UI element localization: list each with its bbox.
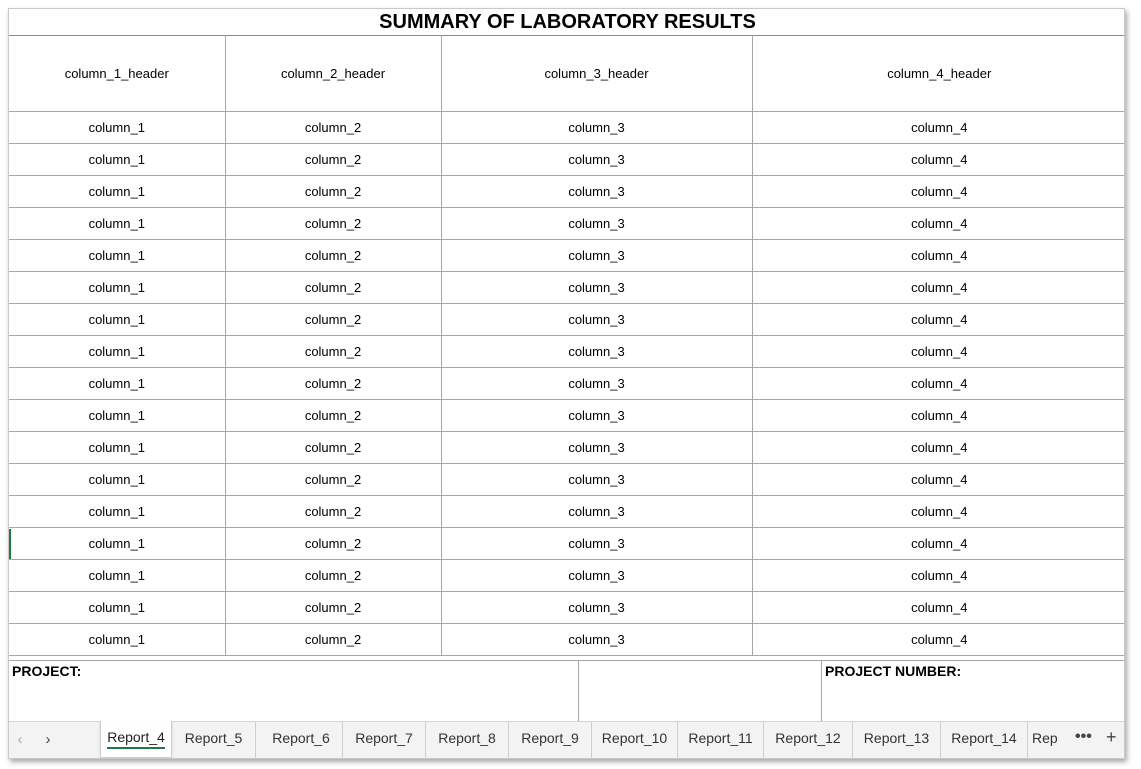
- table-cell[interactable]: column_3: [441, 464, 752, 496]
- table-row: [9, 208, 1125, 240]
- table-cell[interactable]: column_3: [441, 624, 752, 656]
- column-header[interactable]: column_3_header: [441, 36, 752, 112]
- table-cell[interactable]: column_4: [752, 176, 1125, 208]
- table-cell[interactable]: column_1: [9, 592, 225, 624]
- sheet-tab[interactable]: [853, 722, 941, 758]
- table-cell[interactable]: column_2: [225, 528, 441, 560]
- table-row: [9, 240, 1125, 272]
- table-cell[interactable]: column_2: [225, 400, 441, 432]
- sheet-tab-label: Rep: [1032, 730, 1058, 746]
- table-cell[interactable]: column_4: [752, 528, 1125, 560]
- table-cell[interactable]: column_4: [752, 304, 1125, 336]
- table-cell[interactable]: column_2: [225, 240, 441, 272]
- sheet-tab[interactable]: [1028, 722, 1068, 758]
- table-row: [9, 144, 1125, 176]
- table-cell[interactable]: column_4: [752, 464, 1125, 496]
- table-cell[interactable]: column_1: [9, 432, 225, 464]
- table-row: [9, 496, 1125, 528]
- table-cell[interactable]: column_2: [225, 272, 441, 304]
- project-number-label: PROJECT NUMBER:: [825, 663, 962, 679]
- table-cell[interactable]: column_2: [225, 496, 441, 528]
- report-title: SUMMARY OF LABORATORY RESULTS: [379, 11, 756, 33]
- table-row: [9, 624, 1125, 656]
- table-cell[interactable]: column_3: [441, 112, 752, 144]
- project-number-cell[interactable]: [822, 661, 1125, 722]
- table-row: [9, 464, 1125, 496]
- sheet-tab-label: Report_4: [107, 729, 165, 749]
- table-cell[interactable]: column_3: [441, 240, 752, 272]
- table-row: [9, 592, 1125, 624]
- results-table: [9, 35, 1125, 656]
- table-cell[interactable]: column_1: [9, 560, 225, 592]
- table-cell[interactable]: column_2: [225, 368, 441, 400]
- table-cell[interactable]: column_3: [441, 432, 752, 464]
- table-row: [9, 432, 1125, 464]
- table-cell[interactable]: column_2: [225, 336, 441, 368]
- project-cell[interactable]: [9, 661, 579, 722]
- table-cell[interactable]: column_3: [441, 176, 752, 208]
- table-cell[interactable]: column_4: [752, 368, 1125, 400]
- sheet-tab[interactable]: [678, 722, 764, 758]
- table-cell[interactable]: column_1: [9, 144, 225, 176]
- column-header[interactable]: column_4_header: [752, 36, 1125, 112]
- table-cell[interactable]: column_2: [225, 464, 441, 496]
- project-info: [9, 660, 1125, 722]
- header-row: [9, 36, 1125, 112]
- table-cell[interactable]: column_1: [9, 464, 225, 496]
- table-cell[interactable]: column_1: [9, 496, 225, 528]
- table-row: [9, 112, 1125, 144]
- table-cell[interactable]: column_2: [225, 144, 441, 176]
- table-cell[interactable]: column_4: [752, 432, 1125, 464]
- table-row: [9, 560, 1125, 592]
- sheet-tab[interactable]: [941, 722, 1028, 758]
- table-row: [9, 336, 1125, 368]
- table-cell[interactable]: column_1: [9, 624, 225, 656]
- table-cell[interactable]: column_4: [752, 496, 1125, 528]
- table-cell[interactable]: column_4: [752, 144, 1125, 176]
- table-cell[interactable]: column_2: [225, 624, 441, 656]
- project-label: PROJECT:: [12, 663, 82, 679]
- table-cell[interactable]: column_4: [752, 592, 1125, 624]
- table-cell[interactable]: column_1: [9, 272, 225, 304]
- table-cell[interactable]: column_4: [752, 272, 1125, 304]
- table-cell[interactable]: column_1: [9, 240, 225, 272]
- sheet-tab[interactable]: [764, 722, 853, 758]
- sheet-tab[interactable]: [426, 722, 509, 758]
- table-cell[interactable]: column_1: [9, 336, 225, 368]
- spreadsheet-window: [8, 8, 1125, 759]
- table-cell[interactable]: column_3: [441, 496, 752, 528]
- sheet-tab-label: Report_7: [355, 730, 413, 746]
- table-cell[interactable]: column_2: [225, 176, 441, 208]
- table-cell[interactable]: column_3: [441, 272, 752, 304]
- table-cell[interactable]: column_3: [441, 560, 752, 592]
- sheet-tab[interactable]: [172, 722, 256, 758]
- sheet-tab[interactable]: [592, 722, 678, 758]
- table-cell[interactable]: column_3: [441, 400, 752, 432]
- table-cell[interactable]: column_3: [441, 336, 752, 368]
- sheet-tab-label: Report_11: [688, 730, 753, 746]
- sheet-tab-label: Report_12: [775, 730, 841, 746]
- table-row: [9, 528, 1125, 560]
- table-cell[interactable]: column_3: [441, 144, 752, 176]
- chevron-right-icon[interactable]: ›: [45, 731, 51, 748]
- table-cell[interactable]: column_1: [9, 112, 225, 144]
- table-row: [9, 176, 1125, 208]
- table-body: [9, 112, 1125, 656]
- column-header[interactable]: column_2_header: [225, 36, 441, 112]
- table-cell[interactable]: column_3: [441, 208, 752, 240]
- table-cell[interactable]: column_4: [752, 240, 1125, 272]
- sheet-tab-label: Report_13: [863, 730, 930, 746]
- table-cell[interactable]: column_4: [752, 112, 1125, 144]
- table-cell[interactable]: column_2: [225, 560, 441, 592]
- chevron-left-icon[interactable]: ‹: [17, 731, 23, 748]
- table-cell[interactable]: column_1: [9, 400, 225, 432]
- blank-cell[interactable]: [579, 661, 822, 722]
- more-icon[interactable]: •••: [1075, 728, 1092, 745]
- table-cell[interactable]: column_3: [441, 592, 752, 624]
- sheet-tab-label: Report_10: [601, 730, 668, 746]
- table-row: [9, 304, 1125, 336]
- table-cell[interactable]: column_1: [9, 208, 225, 240]
- table-cell[interactable]: column_1: [9, 304, 225, 336]
- table-cell[interactable]: column_4: [752, 336, 1125, 368]
- table-cell[interactable]: column_4: [752, 560, 1125, 592]
- sheet-tab-label: Report_6: [272, 730, 330, 746]
- table-cell[interactable]: column_3: [441, 368, 752, 400]
- column-header[interactable]: column_1_header: [9, 36, 225, 112]
- sheet-tab-label: Report_5: [184, 730, 243, 746]
- sheet-tab[interactable]: [343, 722, 426, 758]
- table-row: [9, 400, 1125, 432]
- table-cell[interactable]: column_4: [752, 208, 1125, 240]
- table-cell[interactable]: column_2: [225, 592, 441, 624]
- sheet-tab-label: Report_9: [521, 730, 579, 746]
- table-cell[interactable]: column_2: [225, 112, 441, 144]
- sheet-tab[interactable]: [509, 722, 592, 758]
- sheet-tab-label: Report_14: [951, 730, 1017, 746]
- sheet-tab[interactable]: [100, 721, 172, 758]
- table-cell[interactable]: column_1: [9, 176, 225, 208]
- table-cell[interactable]: column_4: [752, 624, 1125, 656]
- sheet-tab-bar: [9, 721, 1125, 759]
- table-cell[interactable]: column_3: [441, 528, 752, 560]
- table-cell[interactable]: column_3: [441, 304, 752, 336]
- table-cell[interactable]: column_2: [225, 208, 441, 240]
- sheet-tab[interactable]: [260, 722, 343, 758]
- table-row: [9, 272, 1125, 304]
- table-row: [9, 368, 1125, 400]
- table-cell[interactable]: column_2: [225, 432, 441, 464]
- table-cell[interactable]: column_2: [225, 304, 441, 336]
- add-sheet-icon[interactable]: +: [1106, 727, 1117, 747]
- table-cell[interactable]: column_1: [9, 528, 225, 560]
- sheet-tab-label: Report_8: [438, 730, 496, 746]
- table-cell[interactable]: column_4: [752, 400, 1125, 432]
- table-cell[interactable]: column_1: [9, 368, 225, 400]
- selection-marker: [9, 529, 11, 559]
